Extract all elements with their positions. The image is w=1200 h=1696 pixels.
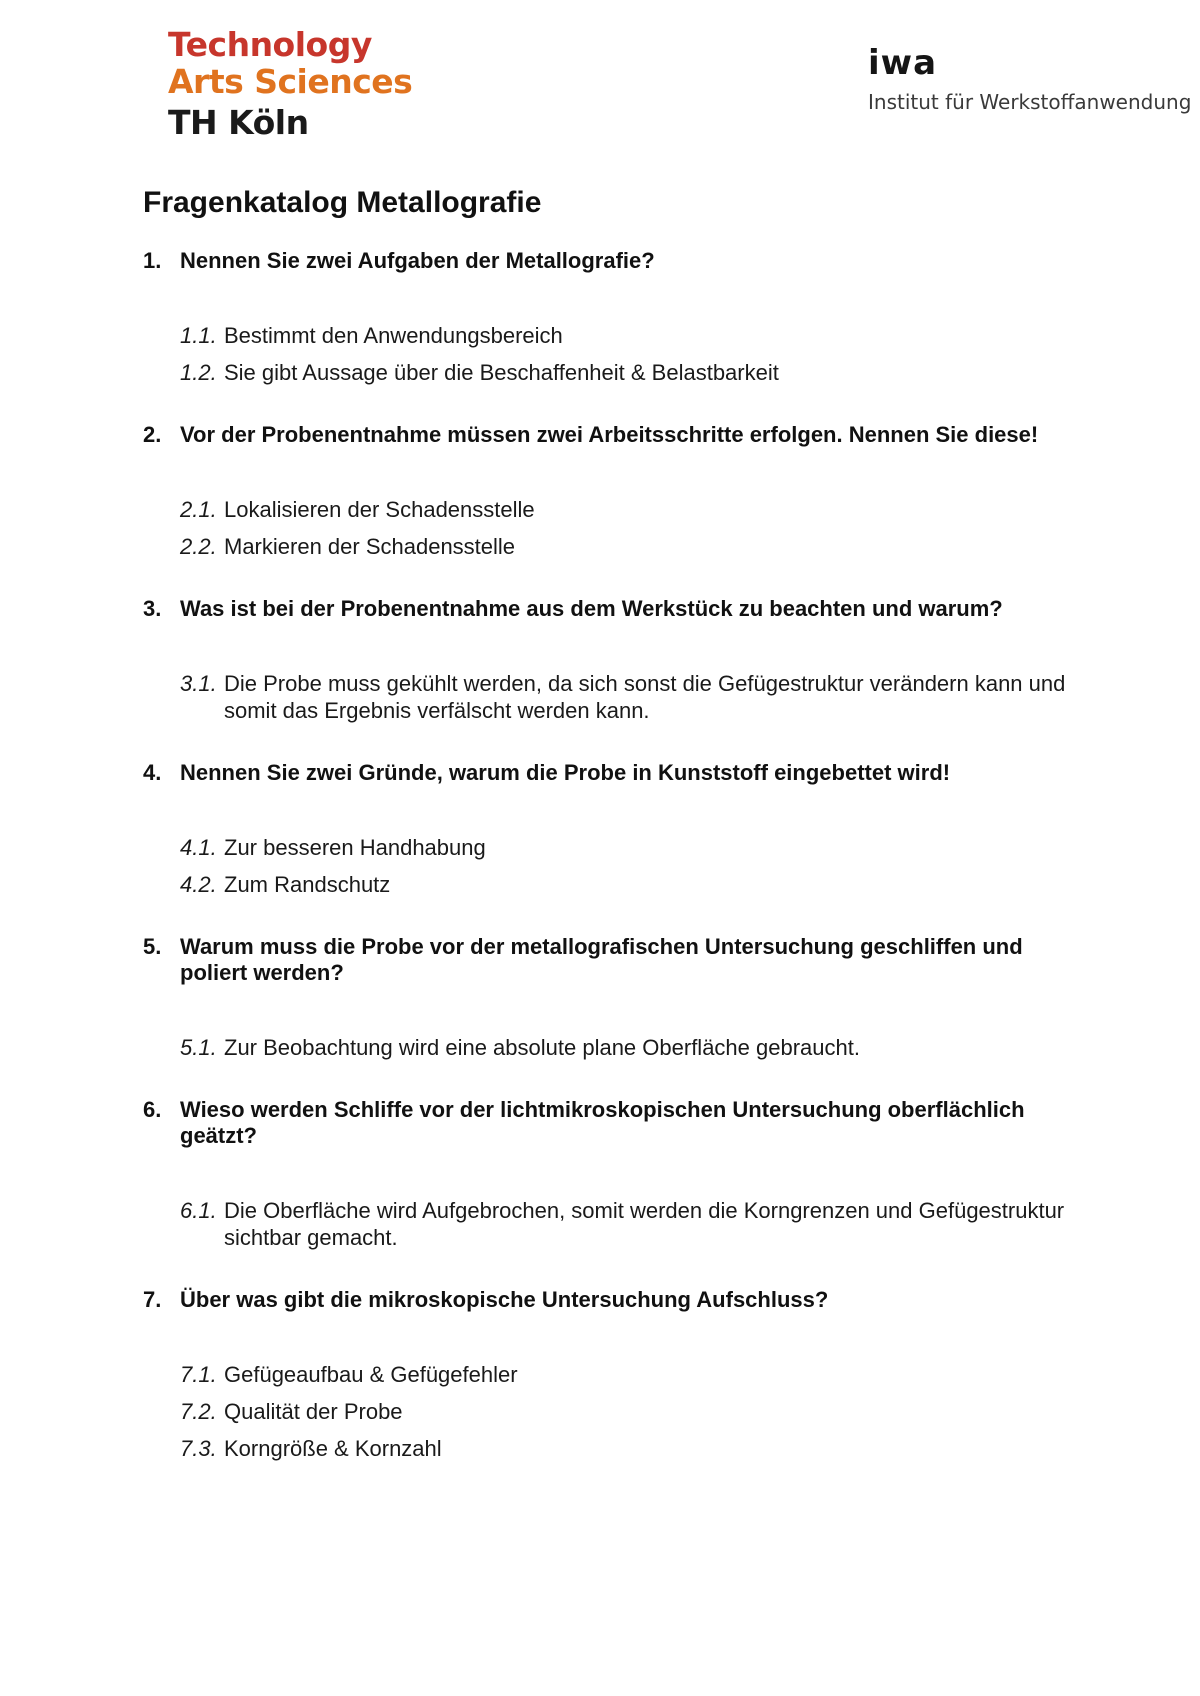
answer-number: 2.1. <box>180 497 217 522</box>
question-number: 6. <box>143 1097 162 1122</box>
iwa-logo-subtitle: Institut für Werkstoffanwendung <box>868 90 1192 114</box>
answer-number: 2.2. <box>180 534 217 559</box>
question-number: 1. <box>143 248 162 273</box>
logo-line-technology: Technology <box>168 25 372 64</box>
answer-text: Die Oberfläche wird Aufgebrochen, somit werden die Korngrenzen und Gefügestruktur sichtbar gemacht. <box>224 1198 1065 1250</box>
question-text: Vor der Probenentnahme müssen zwei Arbeitsschritte erfolgen. Nennen Sie diese! <box>180 422 1039 447</box>
answer-number: 5.1. <box>180 1035 217 1060</box>
question-item <box>143 248 1073 386</box>
answer-text: Korngröße & Kornzahl <box>224 1436 442 1461</box>
question-heading <box>143 1097 1073 1149</box>
question-text: Was ist bei der Probenentnahme aus dem Werkstück zu beachten und warum? <box>180 596 1003 621</box>
answer-list <box>143 1197 1073 1251</box>
answer-text: Zur Beobachtung wird eine absolute plane Oberfläche gebraucht. <box>224 1035 860 1060</box>
question-heading <box>143 596 1073 622</box>
iwa-logo-mark: iwa <box>868 43 938 83</box>
answer-item <box>180 834 1073 861</box>
answer-item <box>180 496 1073 523</box>
iwa-logo <box>868 43 1192 114</box>
answer-number: 1.1. <box>180 323 217 348</box>
question-number: 3. <box>143 596 162 621</box>
question-heading <box>143 422 1073 448</box>
answer-text: Zum Randschutz <box>224 872 391 897</box>
th-koeln-logo <box>168 25 413 143</box>
logo-line-th-koeln: TH Köln <box>168 103 309 142</box>
question-heading <box>143 248 1073 274</box>
answer-item <box>180 1197 1073 1251</box>
answer-list <box>143 1034 1073 1061</box>
answer-text: Gefügeaufbau & Gefügefehler <box>224 1362 518 1387</box>
question-heading <box>143 934 1073 986</box>
question-item <box>143 1097 1073 1251</box>
question-number: 4. <box>143 760 162 785</box>
answer-list <box>143 496 1073 560</box>
answer-item <box>180 670 1073 724</box>
question-item <box>143 934 1073 1061</box>
answer-number: 4.1. <box>180 835 217 860</box>
answer-item <box>180 1435 1073 1462</box>
answer-number: 1.2. <box>180 360 217 385</box>
answer-item <box>180 322 1073 349</box>
question-item <box>143 596 1073 724</box>
answer-list <box>143 670 1073 724</box>
document-title: Fragenkatalog Metallografie <box>143 186 542 219</box>
question-text: Nennen Sie zwei Gründe, warum die Probe in Kunststoff eingebettet wird! <box>180 760 951 785</box>
question-number: 5. <box>143 934 162 959</box>
question-list <box>143 248 1073 1498</box>
answer-list <box>143 1361 1073 1462</box>
answer-item <box>180 533 1073 560</box>
question-text: Nennen Sie zwei Aufgaben der Metallografie? <box>180 248 655 273</box>
answer-text: Markieren der Schadensstelle <box>224 534 516 559</box>
answer-number: 3.1. <box>180 671 217 696</box>
question-item <box>143 422 1073 560</box>
answer-text: Sie gibt Aussage über die Beschaffenheit & Belastbarkeit <box>224 360 779 385</box>
answer-text: Bestimmt den Anwendungsbereich <box>224 323 563 348</box>
question-item <box>143 760 1073 898</box>
answer-item <box>180 1398 1073 1425</box>
answer-number: 7.1. <box>180 1362 217 1387</box>
question-text: Warum muss die Probe vor der metallografischen Untersuchung geschliffen und poliert werden? <box>180 934 1023 985</box>
question-heading <box>143 760 1073 786</box>
answer-item <box>180 871 1073 898</box>
question-heading <box>143 1287 1073 1313</box>
answer-number: 4.2. <box>180 872 217 897</box>
answer-number: 6.1. <box>180 1198 217 1223</box>
question-number: 2. <box>143 422 162 447</box>
answer-text: Qualität der Probe <box>224 1399 403 1424</box>
answer-item <box>180 1034 1073 1061</box>
answer-list <box>143 322 1073 386</box>
answer-item <box>180 1361 1073 1388</box>
answer-text: Die Probe muss gekühlt werden, da sich sonst die Gefügestruktur verändern kann und somit das Ergebnis verfälscht werden kann. <box>224 671 1066 723</box>
question-number: 7. <box>143 1287 162 1312</box>
answer-list <box>143 834 1073 898</box>
answer-text: Zur besseren Handhabung <box>224 835 486 860</box>
question-text: Über was gibt die mikroskopische Untersuchung Aufschluss? <box>180 1287 829 1312</box>
question-item <box>143 1287 1073 1462</box>
answer-item <box>180 359 1073 386</box>
answer-text: Lokalisieren der Schadensstelle <box>224 497 535 522</box>
logo-line-arts-sciences: Arts Sciences <box>168 62 413 101</box>
question-text: Wieso werden Schliffe vor der lichtmikroskopischen Untersuchung oberflächlich geätzt? <box>180 1097 1025 1148</box>
answer-number: 7.2. <box>180 1399 217 1424</box>
answer-number: 7.3. <box>180 1436 217 1461</box>
